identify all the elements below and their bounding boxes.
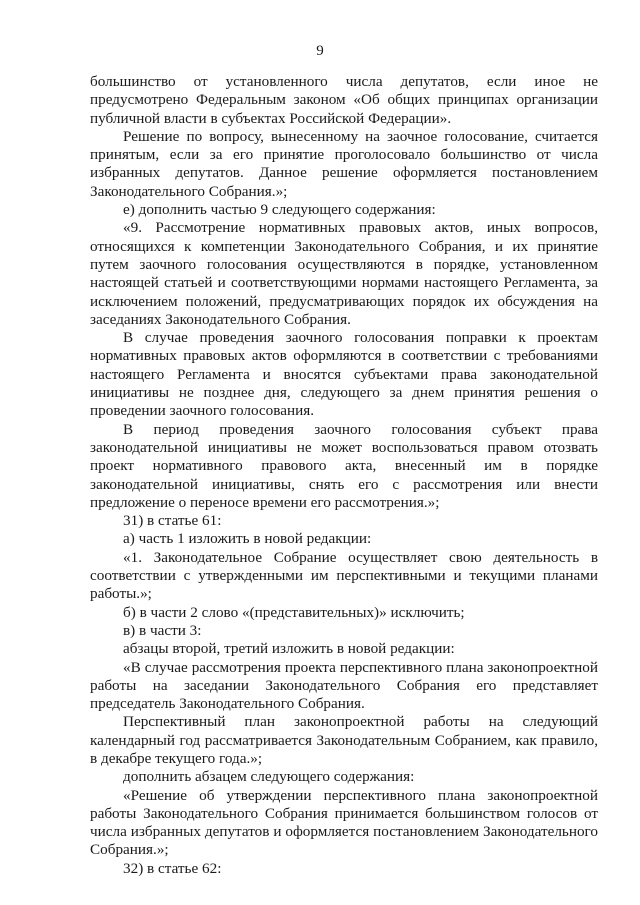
- paragraph: «9. Рассмотрение нормативных правовых актов, иных вопросов, относящихся к компетенции Законодательного Собрания, и их принятие путем заочного голосования осуществляются в порядке, установленном настоящей статьей и соответствующими нормами настоящего Регламента, за исключением положений, предусматривающих порядок их обсуждения на заседаниях Законодательного Собрания.: [90, 219, 598, 328]
- paragraph: «Решение об утверждении перспективного плана законопроектной работы Законодательного Собрания принимается большинством голосов от числа избранных депутатов и оформляется постановлением Законодательного Собрания.»;: [90, 786, 598, 859]
- paragraph: 31) в статье 61:: [123, 512, 222, 530]
- paragraph: «В случае рассмотрения проекта перспективного плана законопроектной работы на заседании Законодательного Собрания его представляет председатель Законодательного Собрания.: [90, 658, 598, 713]
- paragraph: Перспективный план законопроектной работы на следующий календарный год рассматривается Законодательным Собранием, как правило, в декабре текущего года.»;: [90, 713, 598, 767]
- paragraph: б) в части 2 слово «(представительных)» исключить;: [123, 603, 465, 621]
- document-body: [90, 73, 598, 878]
- paragraph: 32) в статье 62:: [123, 859, 222, 877]
- paragraph: е) дополнить частью 9 следующего содержания:: [123, 201, 436, 219]
- paragraph: в) в части 3:: [123, 621, 202, 639]
- paragraph: дополнить абзацем следующего содержания:: [123, 768, 415, 786]
- paragraph: а) часть 1 изложить в новой редакции:: [123, 530, 372, 548]
- paragraph: Решение по вопросу, вынесенному на заочное голосование, считается принятым, если за его принятие проголосовало большинство от числа избранных депутатов. Данное решение оформляется постановлением Законодательного Собрания.»;: [90, 127, 598, 200]
- paragraph: абзацы второй, третий изложить в новой редакции:: [123, 640, 455, 658]
- paragraph: В случае проведения заочного голосования поправки к проектам нормативных правовых актов оформляются в соответствии с требованиями настоящего Регламента и вносятся субъектами права законодательной инициативы не позднее дня, следующего за днем принятия решения о проведении заочного голосования.: [90, 329, 598, 420]
- page-number: 9: [316, 43, 324, 59]
- paragraph: В период проведения заочного голосования субъект права законодательной инициативы не может воспользоваться правом отозвать проект нормативного правового акта, внесенный им в порядке законодательной инициативы, снять его с рассмотрения или внести предложение о переносе времени его рассмотрения.»;: [90, 420, 598, 511]
- paragraph: «1. Законодательное Собрание осуществляет свою деятельность в соответствии с утвержденными им перспективными и текущими планами работы.»;: [90, 548, 598, 603]
- paragraph: большинство от установленного числа депутатов, если иное не предусмотрено Федеральным законом «Об общих принципах организации публичной власти в субъектах Российской Федерации».: [90, 73, 598, 127]
